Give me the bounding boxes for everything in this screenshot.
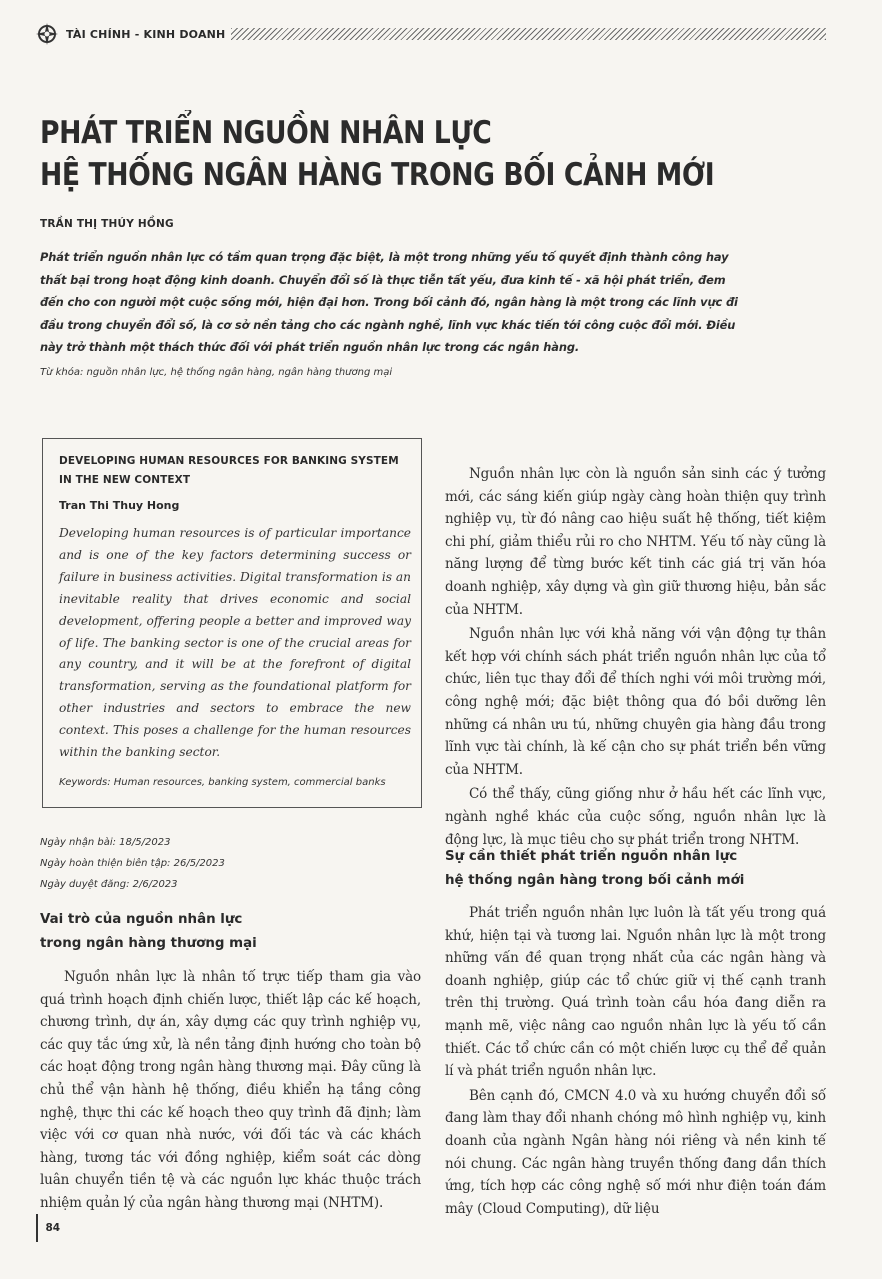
section-heading-necessity-line-1: Sự cần thiết phát triển nguồn nhân lực [445,849,738,864]
page-footer [36,1214,60,1242]
header-stripe-divider [231,28,826,40]
english-abstract: Developing human resources is of particular importance and is one of the key factors determining success or failure in business activities. Digital transformation is an inevitable reality that drives economic and social development, offering people a better and improved way of life. The banking sector is one of the crucial areas for any country, and it will be at the forefront of digital transformation, serving as the foundational platform for other industries and sectors to embrace the new context. This poses a challenge for the human resources within the banking sector. [59,526,411,760]
body-paragraph: Bên cạnh đó, CMCN 4.0 và xu hướng chuyển đổi số đang làm thay đổi nhanh chóng mô hình nghiệp vụ, kinh doanh của ngành Ngân hàng nói riêng và nền kinh tế nói chung. Các ngân hàng truyền thống đang dần thích ứng, tích hợp các công nghệ số mới như điện toán đám mây (Cloud Computing), dữ liệu [445,1087,826,1217]
english-keywords: Keywords: Human resources, banking system, commercial banks [59,777,386,788]
date-received: Ngày nhận bài: 18/5/2023 [40,837,171,848]
left-column-body [40,966,421,1215]
abstract-vi: Phát triển nguồn nhân lực có tầm quan trọng đặc biệt, là một trong những yếu tố quyết định thành công hay thất bại trong hoạt động kinh doanh. Chuyển đổi số là thực tiễn tất yếu, đưa kinh tế - xã hội phát triển, đem đến cho con người một cuộc sống mới, hiện đại hơn. Trong bối cảnh đó, ngân hàng là một trong các lĩnh vực đi đầu trong chuyển đổi số, là cơ sở nền tảng cho các ngành nghề, lĩnh vực khác tiến tới công cuộc đổi mới. Điều này trở thành một thách thức đối với phát triển nguồn nhân lực trong các ngân hàng. [40,250,738,354]
date-accepted: Ngày duyệt đăng: 2/6/2023 [40,879,178,890]
english-title-line-2: IN THE NEW CONTEXT [59,474,191,486]
section-heading-role-line-1: Vai trò của nguồn nhân lực [40,912,243,927]
right-column-body-bottom [445,902,826,1220]
section-heading-necessity [445,845,744,893]
footer-rule [36,1214,38,1242]
section-header [36,22,826,46]
section-heading-role [40,908,257,956]
right-column-body-top [445,463,826,851]
article-title-line-2: HỆ THỐNG NGÂN HÀNG TRONG BỐI CẢNH MỚI [40,157,715,193]
article-title-line-1: PHÁT TRIỂN NGUỒN NHÂN LỰC [40,115,492,151]
section-label: TÀI CHÍNH - KINH DOANH [66,27,226,41]
english-summary-box [42,438,422,808]
english-author: Tran Thi Thuy Hong [59,499,180,512]
keywords-vi: Từ khóa: nguồn nhân lực, hệ thống ngân hàng, ngân hàng thương mại [40,367,393,378]
body-paragraph: Phát triển nguồn nhân lực luôn là tất yếu trong quá khứ, hiện tại và tương lai. Nguồn nhân lực là một trong những vấn đề quan trọng nhất của các ngân hàng và doanh nghiệp, giúp các tổ chức giữ vị thế cạnh tranh trên thị trường. Quá trình toàn cầu hóa đang diễn ra mạnh mẽ, việc nâng cao nguồn nhân lực là yếu tố cần thiết. Các tổ chức cần có một chiến lược cụ thể để quản lí và phát triển nguồn nhân lực. [445,905,826,1080]
compass-rose-icon [36,23,58,45]
body-paragraph: Có thể thấy, cũng giống như ở hầu hết các lĩnh vực, ngành nghề khác của cuộc sống, nguồn nhân lực là động lực, là mục tiêu cho sự phát triển trong NHTM. [445,786,826,848]
article-author: TRẦN THỊ THÚY HỒNG [40,218,174,230]
body-paragraph: Nguồn nhân lực với khả năng với vận động tự thân kết hợp với chính sách phát triển nguồn nhân lực của tổ chức, liên tục thay đổi để thích nghi với môi trường mới, công nghệ mới; đặc biệt thông qua đó bồi dưỡng lên những cá nhân ưu tú, những chuyên gia hàng đầu trong lĩnh vực tài chính, là kế cận cho sự phát triển bền vững của NHTM. [445,626,826,778]
section-heading-necessity-line-2: hệ thống ngân hàng trong bối cảnh mới [445,873,745,888]
body-paragraph: Nguồn nhân lực là nhân tố trực tiếp tham gia vào quá trình hoạch định chiến lược, thiết lập các kế hoạch, chương trình, dự án, xây dựng các quy trình nghiệp vụ, các quy tắc ứng xử, là nền tảng định hướng cho toàn bộ các hoạt động trong ngân hàng thương mại. Đây cũng là chủ thể vận hành hệ thống, điều khiển hạ tầng công nghệ, thực thi các kế hoạch theo quy trình đã định; làm việc với cơ quan nhà nước, với đối tác và các khách hàng, tương tác với đồng nghiệp, kiểm soát các dòng luân chuyển tiền tệ và các nguồn lực khác thuộc trách nhiệm quản lý của ngân hàng thương mại (NHTM). [40,969,421,1211]
english-title [59,452,409,490]
page-number: 84 [45,1222,61,1234]
date-revised: Ngày hoàn thiện biên tập: 26/5/2023 [40,858,225,869]
publication-dates [40,832,225,895]
english-title-line-1: DEVELOPING HUMAN RESOURCES FOR BANKING SYSTEM [59,455,399,467]
body-paragraph: Nguồn nhân lực còn là nguồn sản sinh các ý tưởng mới, các sáng kiến giúp ngày càng hoàn thiện quy trình nghiệp vụ, từ đó nâng cao hiệu suất hệ thống, tiết kiệm chi phí, giảm thiểu rủi ro cho NHTM. Yếu tố này cũng là năng lượng để từng bước kết tinh các giá trị văn hóa doanh nghiệp, xây dựng và gìn giữ thương hiệu, bản sắc của NHTM. [445,466,826,618]
article-title [40,112,715,196]
section-heading-role-line-2: trong ngân hàng thương mại [40,936,257,951]
